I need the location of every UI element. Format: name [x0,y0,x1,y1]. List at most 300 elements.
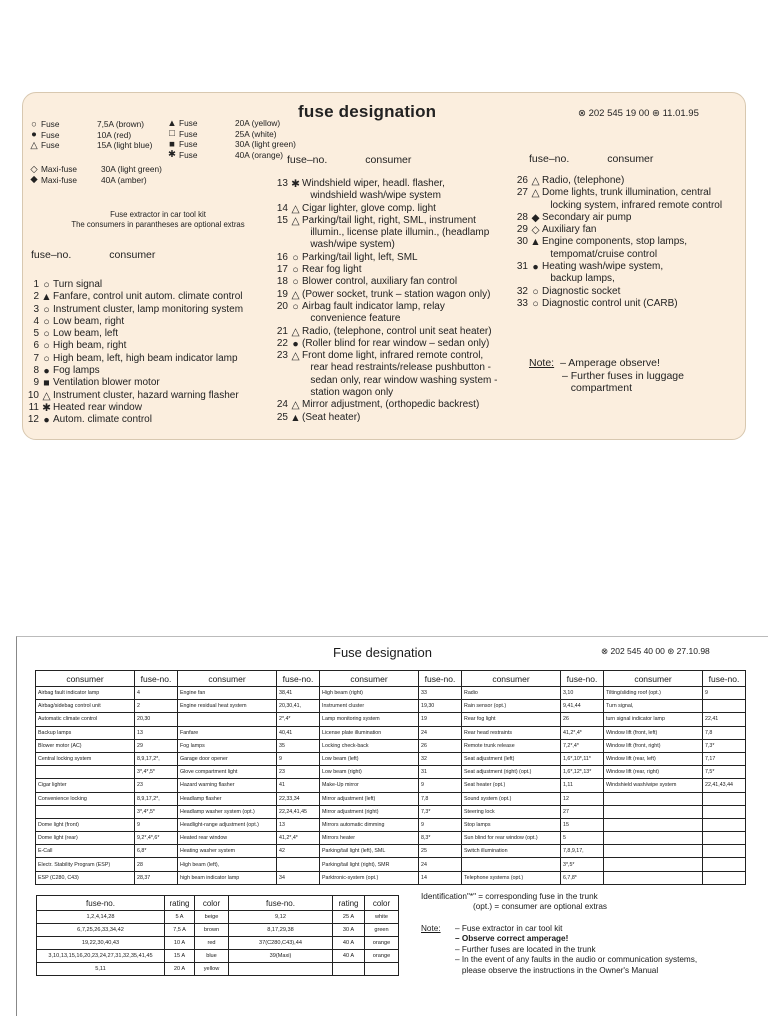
legend-row [165,139,296,150]
consumer-cell: Fanfare [178,726,277,739]
fuse-no-cell: 19,30 [419,700,462,713]
consumer-cell: Steering lock [462,805,561,818]
fuse-consumer: (Power socket, trunk – station wagon only) [302,288,491,300]
fuse-list-item [23,328,243,340]
fuse-no-cell: 23 [135,779,178,792]
fuse-number: 25 [276,411,288,423]
fuse-consumer: Turn signal [53,279,103,290]
fuse-no-cell: 29 [135,739,178,752]
fuse-symbol-icon: ○ [43,352,50,365]
fuse-symbol-icon: ✱ [291,178,300,190]
consumer-header: consumer [365,154,412,166]
legend-rating: 7,5A (brown) [97,119,145,130]
fuse-consumer: Heating wash/wipe system, backup lamps, [542,261,664,285]
consumer-cell: High beam (left), [178,858,277,871]
consumer-cell: Mirror adjustment (left) [320,792,419,805]
fuse-consumer: High beam, left, high beam indicator lamp [53,352,238,364]
rating-cell: orange [365,950,399,963]
rating-cell: red [195,937,229,950]
fuse-no-cell: 13 [277,818,320,831]
fuse-number: 9 [33,377,39,389]
fuse-list-item [272,276,497,288]
legend-fuse-type: Fuse [179,118,198,129]
fuse-consumer: Fanfare, control unit autom. climate control [53,291,243,303]
consumer-cell: Sound system (opt.) [462,792,561,805]
consumer-cell: Seat adjustment (left) [462,752,561,765]
fuse-no-cell: 24 [419,858,462,871]
fuse-no-cell: 23 [277,766,320,779]
fuse-symbol-icon: ● [292,337,299,350]
rating-cell: 25 A [333,911,365,924]
rating-cell: 1,2,4,14,28 [37,911,165,924]
rating-cell [229,963,333,976]
fuse-symbol-icon: ○ [31,118,37,130]
fuse-no-cell: 42 [277,845,320,858]
fuse-number: 8 [33,365,39,377]
fuse-symbol-icon: △ [42,389,51,402]
rating-cell: 20 A [165,963,195,976]
fuse-no-cell: 31 [419,766,462,779]
consumer-cell: Seat heater (opt.) [462,779,561,792]
legend-rating: 40A (orange) [235,149,283,160]
fuse-no-cell [703,858,746,871]
consumer-cell: Remote trunk release [462,739,561,752]
fuse-number: 13 [276,178,288,189]
fuse-symbol-icon: ● [532,261,539,274]
fuse-consumer: Front dome light, infrared remote control, rear head restraints/release pushbutton - sedan only, rear window washing system - station wagon only [302,350,498,399]
fuse-no-cell: 13 [135,726,178,739]
fuse-symbol-icon: ● [43,365,50,378]
fuse-symbol-icon: ◆ [531,211,540,224]
fuse-no-cell: 28 [135,858,178,871]
rating-cell: 37(C280,C43),44 [229,937,333,950]
consumer-cell: Heated rear window [178,832,277,845]
fuse-no-cell: 9 [135,818,178,831]
fuse-no-cell: 9 [419,818,462,831]
fuse-consumer: Auxiliary fan [542,224,597,236]
fuse-no-cell: 41,2*,4* [277,832,320,845]
fuse-no-cell: 26 [561,713,604,726]
consumer-cell [36,805,135,818]
consumer-cell: Airbag/sidebag control unit [36,700,135,713]
fuse-consumer: Dome lights, trunk illumination, central locking system, infrared remote control [542,187,723,211]
fuse-no-cell [703,805,746,818]
rating-cell [365,963,399,976]
ident-line-2: (opt.) = consumer are optional extras [473,902,608,911]
fuse-number: 2 [33,291,39,303]
fuse-number: 20 [276,300,288,312]
consumer-cell: Lamp monitoring system [320,713,419,726]
fuse-consumer: High beam, right [53,340,127,352]
rating-cell: 40 A [333,937,365,950]
legend-rating: 20A (yellow) [235,118,281,129]
rating-cell: brown [195,924,229,937]
fuse-number: 26 [516,175,528,186]
legend-row [27,140,152,151]
fuse-no-cell: 22,24,41,45 [277,805,320,818]
fuse-no-cell: 6,7,8* [561,871,604,884]
fuse-list-item [23,353,243,365]
fuse-no-cell: 7,8 [419,792,462,805]
fuse-symbol-icon: ○ [292,251,299,264]
legend-row [165,118,296,129]
legend-row [27,164,162,175]
fuse-list-item [272,301,497,326]
consumer-cell [604,871,703,884]
card1-title: fuse designation [298,102,437,121]
fuse-list-item [272,338,497,350]
fuse-list-item [272,252,497,264]
fuse-no-cell: 9 [419,779,462,792]
consumer-cell: Central locking system [36,752,135,765]
consumer-cell: Instrument cluster [320,700,419,713]
rating-cell: 10 A [165,937,195,950]
fuse-no-cell: 9,2*,4*,6* [135,832,178,845]
fuse-number: 10 [27,389,39,401]
legend-row [27,119,152,130]
rating-cell: 5,11 [37,963,165,976]
extractor-line-2: The consumers in parantheses are optional extras [71,220,245,229]
column-header-right [529,153,653,165]
legend-fuse-type: Fuse [41,119,60,130]
fuse-number: 4 [33,315,39,327]
note-line-3: compartment [562,382,633,394]
consumer-cell: Mirrors automatic dimming [320,818,419,831]
fuse-no-cell: 24 [419,726,462,739]
fuse-symbol-icon: △ [291,350,300,363]
fuse-symbol-icon: ○ [532,285,539,298]
consumer-cell [36,766,135,779]
fuse-no-header: fuse–no. [529,153,570,165]
legend-row [27,130,152,141]
fuse-no-cell: 8,3* [419,832,462,845]
consumer-cell: Rear head restraints [462,726,561,739]
fuse-no-cell: 7,3* [703,739,746,752]
rating-cell: 3,10,13,15,16,20,23,24,27,31,32,35,41,45 [37,950,165,963]
consumer-cell: Garage door opener [178,752,277,765]
fuse-consumer: Diagnostic control unit (CARB) [542,297,678,309]
fuse-list-item [272,350,497,399]
consumer-cell: Hazard warning flasher [178,779,277,792]
fuse-no-cell: 35 [277,739,320,752]
legend-row [27,175,162,186]
rating-column-header: rating [165,896,195,911]
rating-cell: 15 A [165,950,195,963]
consumer-cell: Dome light (rear) [36,832,135,845]
consumer-cell: Window lift (rear, left) [604,752,703,765]
card2-reference: ⊗ 202 545 40 00 ⊛ 27.10.98 [601,646,710,656]
note-item: – Fuse extractor in car tool kit [455,924,563,933]
consumer-cell: Telephone systems (opt.) [462,871,561,884]
legend-rating: 40A (amber) [101,174,147,185]
consumer-cell: Low beam (right) [320,766,419,779]
consumer-cell: Locking check-back [320,739,419,752]
fuse-symbol-icon: ○ [43,340,50,353]
fuse-no-cell [703,700,746,713]
consumer-cell [462,858,561,871]
consumer-cell: Tilting/sliding roof (opt.) [604,687,703,700]
rating-header-row [37,896,399,911]
rating-column-header: color [195,896,229,911]
fuse-consumer: Radio, (telephone) [542,175,625,186]
fuse-consumer: Instrument cluster, hazard warning flasher [53,389,239,401]
table-row [36,766,746,779]
fuse-list-item [23,340,243,352]
fuse-list-item [512,261,722,286]
consumer-cell: Mirror adjustment (right) [320,805,419,818]
fuse-symbol-icon: △ [30,139,38,151]
fuse-no-column-header: fuse-no. [277,671,320,687]
fuse-symbol-icon: △ [531,175,540,187]
maxi-fuse-legend [27,164,162,185]
fuse-number: 14 [276,202,288,214]
fuse-legend-a [27,119,152,151]
consumer-cell: E-Call [36,845,135,858]
rating-column-header: fuse-no. [37,896,165,911]
fuse-no-cell: 25 [419,845,462,858]
fuse-list-item [23,291,243,303]
fuse-no-cell: 8,9,17,2*, [135,792,178,805]
fuse-symbol-icon: □ [169,128,175,140]
rating-cell: beige [195,911,229,924]
fuse-number: 29 [516,224,528,236]
fuse-no-cell: 22,41,43,44 [703,779,746,792]
consumer-cell: Low beam (left) [320,752,419,765]
fuse-consumer: Diagnostic socket [542,285,621,297]
consumer-cell: Electr. Stability Program (ESP) [36,858,135,871]
fuse-consumer: Heated rear window [53,401,142,413]
consumer-cell: Window lift (rear, right) [604,766,703,779]
fuse-list-item [272,326,497,338]
fuse-no-cell: 4 [135,687,178,700]
fuse-list-item [272,412,497,424]
fuse-consumer: Fog lamps [53,365,100,377]
extractor-note [43,210,273,230]
table-row [36,779,746,792]
rating-cell: yellow [195,963,229,976]
consumer-cell: Parking/tail light (left), SML [320,845,419,858]
rating-cell: 7,5 A [165,924,195,937]
legend-fuse-type: Maxi-fuse [41,174,77,185]
fuse-consumer: Airbag fault indicator lamp, relay convenience feature [302,300,445,325]
card2-notes [421,924,697,976]
fuse-number: 12 [27,414,39,426]
rating-row [37,924,399,937]
fuse-no-cell: 7,3* [419,805,462,818]
fuse-symbol-icon: ○ [43,328,50,341]
fuse-number: 3 [33,303,39,315]
consumer-cell: Sun blind for rear window (opt.) [462,832,561,845]
table-header-row [36,671,746,687]
fuse-symbol-icon: ■ [43,377,50,390]
consumer-cell: License plate illumination [320,726,419,739]
consumer-cell: Seat adjustment (right) (opt.) [462,766,561,779]
consumer-cell: Headlight-range adjustment (opt.) [178,818,277,831]
fuse-number: 31 [516,261,528,273]
fuse-consumer: Radio, (telephone, control unit seat heater) [302,325,492,337]
fuse-symbol-icon: ▲ [167,117,177,129]
consumer-cell: Window lift (front, left) [604,726,703,739]
consumer-cell [604,858,703,871]
note-item: – Observe correct amperage! [455,934,569,944]
fuse-number: 11 [28,401,39,413]
fuse-no-cell: 20,30 [135,713,178,726]
fuse-consumer: (Roller blind for rear window – sedan only) [302,337,490,349]
legend-row [165,129,296,140]
fuse-list-item [512,212,722,224]
consumer-cell [178,713,277,726]
fuse-list-middle [272,178,497,424]
fuse-rating-table [36,895,399,976]
rating-row [37,911,399,924]
fuse-card-1995 [22,92,746,440]
fuse-list-item [23,316,243,328]
fuse-number: 33 [516,297,528,309]
consumer-cell: Glove compartment light [178,766,277,779]
card2-title: Fuse designation [333,645,433,660]
rating-cell: 30 A [333,924,365,937]
consumer-column-header: consumer [462,671,561,687]
consumer-cell: Switch illumination [462,845,561,858]
note-item: – Further fuses are located in the trunk [455,944,596,954]
consumer-column-header: consumer [604,671,703,687]
note-line-2: – Further fuses in luggage [562,369,684,382]
fuse-no-cell: 6,8* [135,845,178,858]
card1-reference: ⊗ 202 545 19 00 ⊛ 11.01.95 [578,108,699,119]
consumer-column-header: consumer [178,671,277,687]
fuse-no-cell: 12 [561,792,604,805]
fuse-no-cell: 20,30,41, [277,700,320,713]
fuse-no-cell: 34 [277,871,320,884]
fuse-consumer: Ventilation blower motor [53,377,160,389]
fuse-symbol-icon: ● [31,129,37,141]
fuse-symbol-icon: ✱ [42,401,51,414]
fuse-list-item [272,215,497,252]
rating-cell: white [365,911,399,924]
table-row [36,858,746,871]
fuse-number: 7 [33,352,39,364]
extractor-line-1: Fuse extractor in car tool kit [110,210,206,219]
rating-row [37,950,399,963]
fuse-consumer: Engine components, stop lamps, tempomat/cruise control [542,236,688,260]
consumer-cell: Rear fog light [462,713,561,726]
fuse-no-cell: 3,10 [561,687,604,700]
fuse-symbol-icon: ○ [292,300,299,313]
legend-rating: 30A (light green) [101,164,162,175]
consumer-cell: Heating washer system [178,845,277,858]
rating-cell: green [365,924,399,937]
rating-column-header: rating [333,896,365,911]
fuse-symbol-icon: ▲ [290,411,301,424]
table-row [36,792,746,805]
fuse-no-cell: 9 [703,687,746,700]
fuse-no-cell: 3*,4*,5* [135,766,178,779]
consumer-header: consumer [109,249,156,261]
legend-fuse-type: Fuse [41,140,60,151]
table-row [36,832,746,845]
consumer-cell: Turn signal, [604,700,703,713]
consumer-cell: high beam indicator lamp [178,871,277,884]
fuse-consumer: Parking/tail light, left, SML [302,251,418,263]
rating-cell [333,963,365,976]
fuse-no-cell: 7,8,9,17, [561,845,604,858]
fuse-list-item [272,289,497,301]
fuse-symbol-icon: △ [531,187,540,200]
consumer-cell: Parking/tail light (right), SMR [320,858,419,871]
fuse-number: 17 [276,264,288,276]
fuse-no-cell: 7,17 [703,752,746,765]
table-row [36,871,746,884]
consumer-cell: Blower motor (AC) [36,739,135,752]
fuse-list-item [23,304,243,316]
fuse-symbol-icon: ○ [292,264,299,277]
fuse-no-cell: 1,11 [561,779,604,792]
fuse-no-cell [703,871,746,884]
note-item: – In the event of any faults in the audio or communication systems, [455,955,698,965]
consumer-cell: Radio [462,687,561,700]
fuse-no-cell: 3*,4*,5* [135,805,178,818]
rating-cell: blue [195,950,229,963]
fuse-no-column-header: fuse-no. [561,671,604,687]
fuse-consumer: Instrument cluster, lamp monitoring system [53,303,244,315]
fuse-no-cell: 41 [277,779,320,792]
fuse-symbol-icon: ◆ [30,174,38,186]
fuse-list-item [23,402,243,414]
fuse-no-cell: 15 [561,818,604,831]
fuse-no-cell: 9 [277,752,320,765]
rating-cell: 9,12 [229,911,333,924]
fuse-list-item [272,264,497,276]
consumer-cell [604,832,703,845]
fuse-consumer: Secondary air pump [542,211,632,223]
legend-fuse-type: Fuse [179,139,198,150]
rating-cell: 39(Maxi) [229,950,333,963]
fuse-no-cell: 19 [419,713,462,726]
legend-rating: 25A (white) [235,128,277,139]
identification-legend [421,892,607,912]
consumer-cell: Rain sensor (opt.) [462,700,561,713]
rating-cell: 40 A [333,950,365,963]
rating-column-header: color [365,896,399,911]
fuse-number: 30 [516,236,528,248]
fuse-no-cell [703,832,746,845]
fuse-list-item [272,178,497,203]
fuse-no-cell: 26 [419,739,462,752]
fuse-list-item [23,377,243,389]
fuse-list-item [512,286,722,298]
rating-cell: orange [365,937,399,950]
fuse-consumer: Mirror adjustment, (orthopedic backrest) [302,399,480,411]
fuse-number: 22 [276,337,288,349]
fuse-no-cell: 41,2*,4* [561,726,604,739]
fuse-list-left [23,279,243,427]
fuse-list-item [512,236,722,261]
fuse-symbol-icon: △ [291,325,300,338]
fuse-symbol-icon: ● [43,414,50,427]
notes-list [455,924,697,976]
fuse-no-cell: 7,8 [703,726,746,739]
consumer-cell: Windshield wash/wipe system [604,779,703,792]
fuse-no-cell: 1,6*,12*,13* [561,766,604,779]
fuse-list-item [23,414,243,426]
fuse-no-column-header: fuse-no. [419,671,462,687]
column-header-left [31,249,155,261]
consumer-cell [604,792,703,805]
fuse-number: 6 [33,340,39,352]
legend-rating: 30A (light green) [235,139,296,150]
table-row [36,739,746,752]
fuse-list-right [512,175,722,310]
